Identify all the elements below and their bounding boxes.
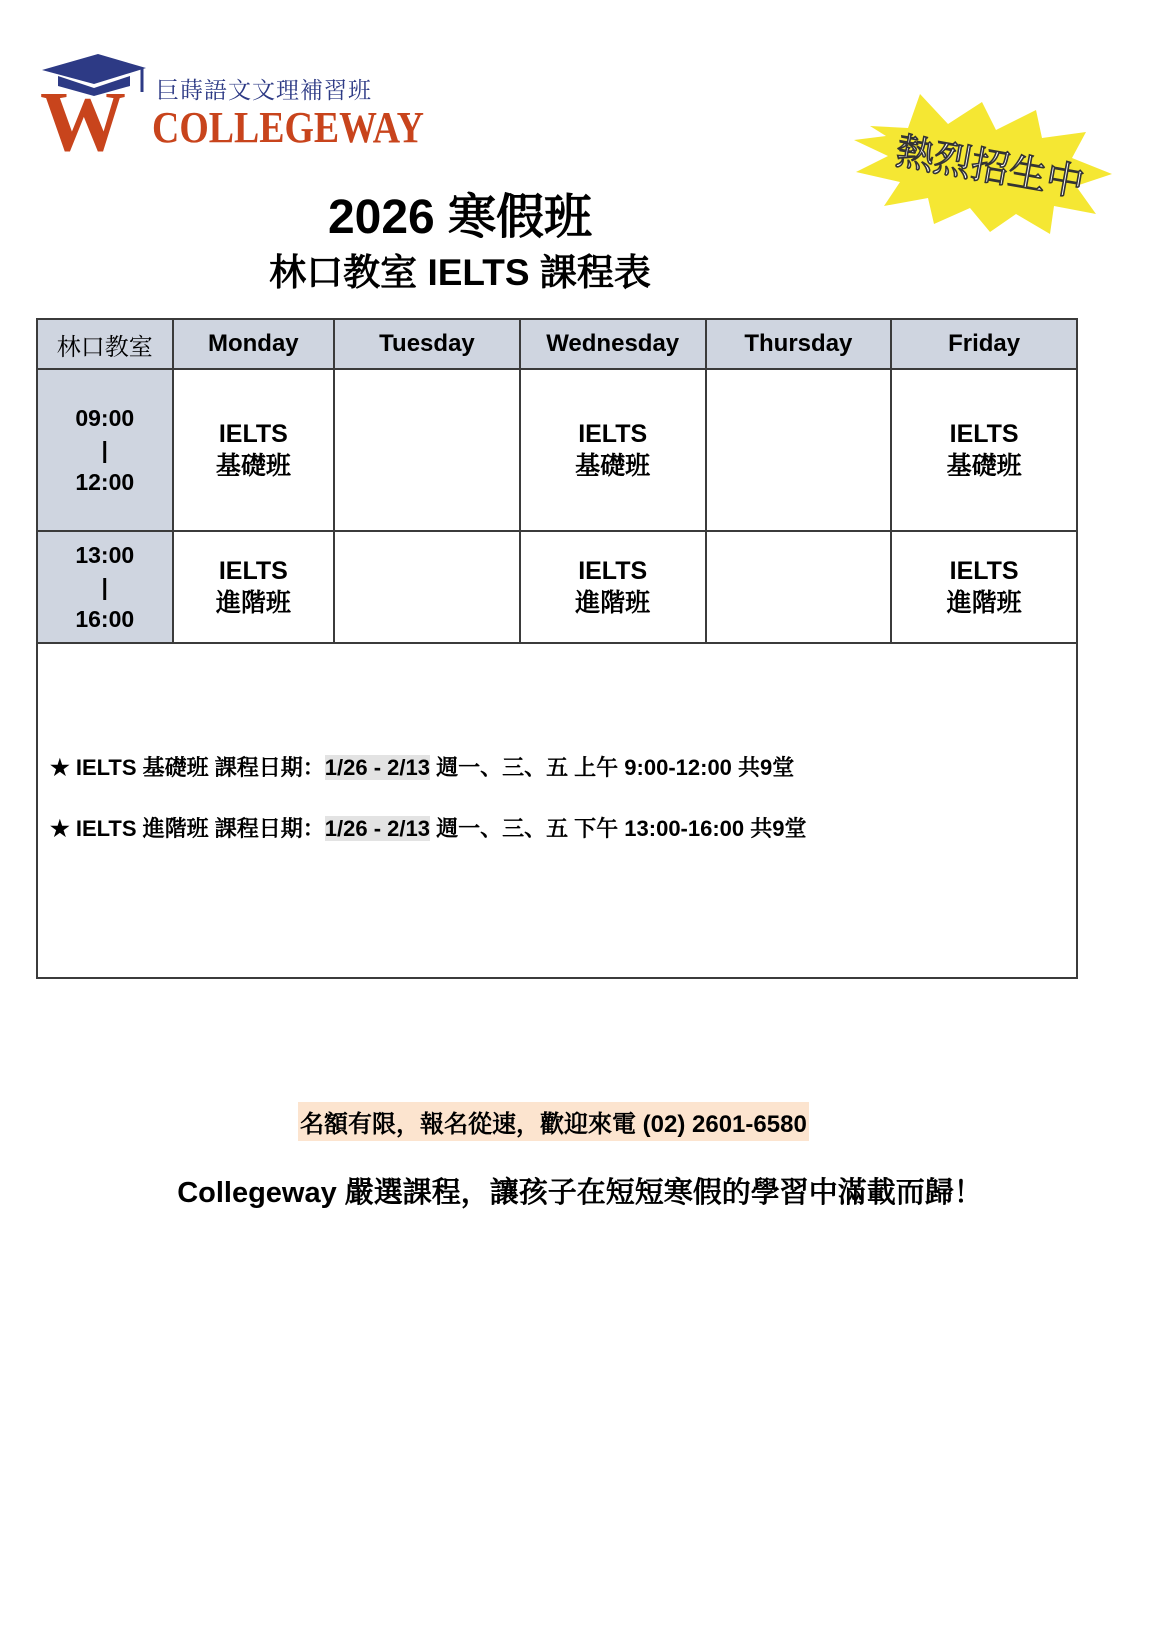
course-notes-box <box>36 643 1078 979</box>
time-separator: | <box>101 574 108 600</box>
logo-letter: W <box>40 73 126 162</box>
page-title: 2026 寒假班 <box>327 191 593 244</box>
class-cell <box>706 369 892 531</box>
time-end: 16:00 <box>75 606 135 632</box>
time-start: 09:00 <box>75 405 135 431</box>
schedule-table <box>36 318 1078 644</box>
collegeway-logo <box>38 52 424 162</box>
class-cell: IELTS 進階班 <box>891 531 1077 643</box>
graduation-cap-w-icon <box>38 52 158 162</box>
header-corner: 林口教室 <box>37 319 173 369</box>
contact-line: 名額有限，報名從速，歡迎來電 (02) 2601-6580 <box>298 1102 809 1141</box>
table-row <box>37 369 1077 531</box>
header-day: Wednesday <box>520 319 706 369</box>
table-row <box>37 531 1077 643</box>
class-cell: IELTS 進階班 <box>520 531 706 643</box>
badge-text: 熱烈招生中 <box>892 128 1088 206</box>
course-dates: 1/26 - 2/13 <box>324 755 430 780</box>
class-cell: IELTS 基礎班 <box>520 369 706 531</box>
class-cell: IELTS 基礎班 <box>891 369 1077 531</box>
header-day: Friday <box>891 319 1077 369</box>
logo-chinese-name: 巨蒔語文文理補習班 <box>156 78 372 104</box>
header-row <box>37 319 1077 369</box>
page-subtitle: 林口教室 IELTS 課程表 <box>269 252 651 293</box>
class-cell <box>334 531 520 643</box>
class-cell: IELTS 基礎班 <box>173 369 335 531</box>
course-note: ★ IELTS 進階班 課程日期：1/26 - 2/13 週一、三、五 下午 13:00-16:00 共9堂 <box>50 816 807 841</box>
time-start: 13:00 <box>75 542 135 568</box>
course-note: ★ IELTS 基礎班 課程日期：1/26 - 2/13 週一、三、五 上午 9:00-12:00 共9堂 <box>50 755 795 780</box>
header-day: Thursday <box>706 319 892 369</box>
logo-english-name: COLLEGEWAY <box>152 103 424 152</box>
time-separator: | <box>101 437 108 463</box>
class-cell <box>334 369 520 531</box>
course-dates: 1/26 - 2/13 <box>324 816 430 841</box>
time-end: 12:00 <box>75 469 135 495</box>
class-cell <box>706 531 892 643</box>
class-cell: IELTS 進階班 <box>173 531 335 643</box>
header-day: Tuesday <box>334 319 520 369</box>
time-slot <box>37 531 173 643</box>
time-slot <box>37 369 173 531</box>
slogan: Collegeway 嚴選課程，讓孩子在短短寒假的學習中滿載而歸！ <box>177 1177 983 1209</box>
header-day: Monday <box>173 319 335 369</box>
